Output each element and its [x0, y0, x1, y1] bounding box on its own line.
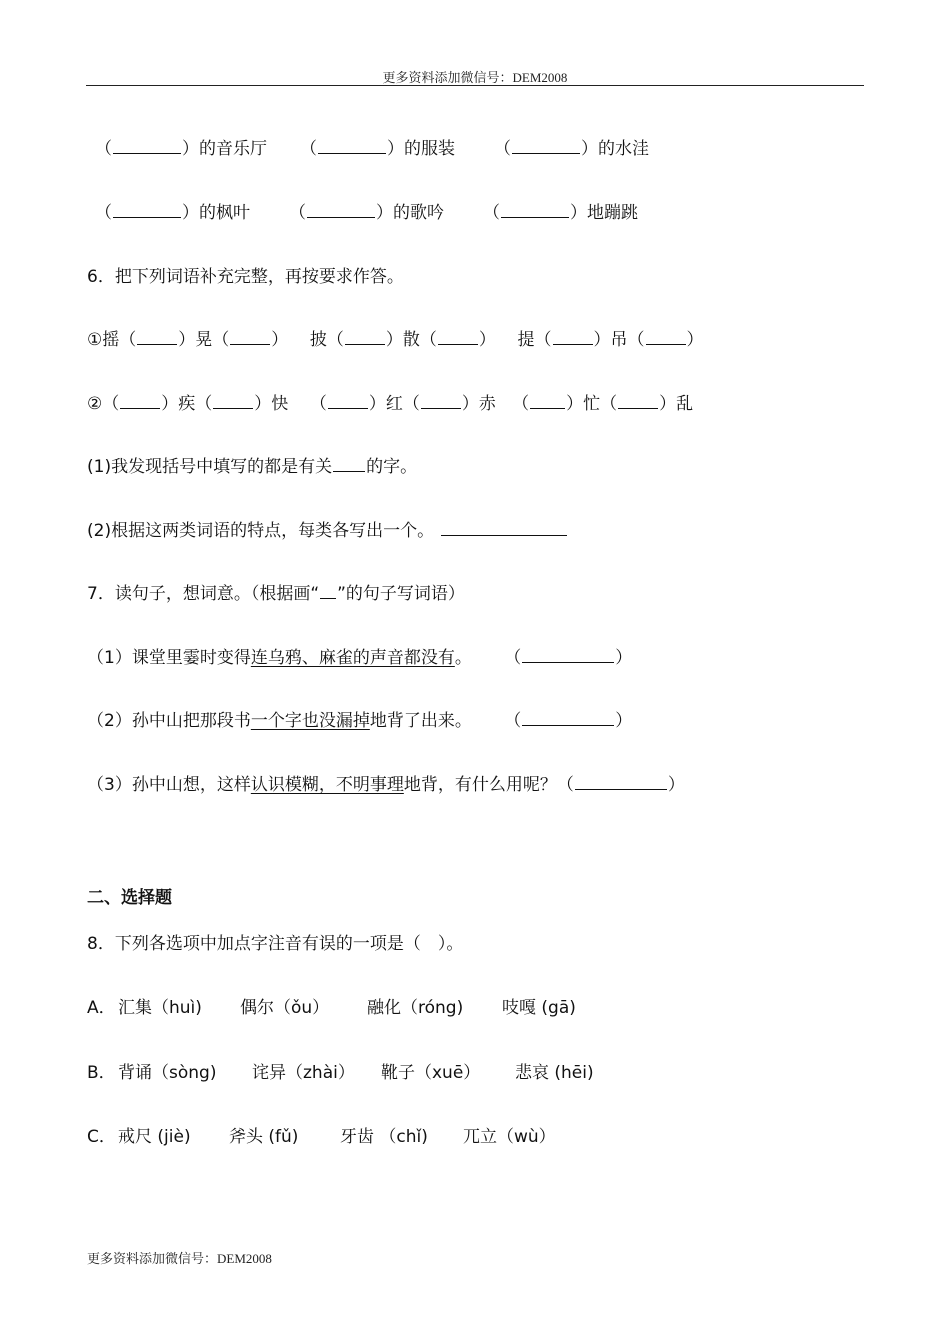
option-word: 牙齿 （chǐ): [340, 1127, 428, 1147]
fill-item: （ ）的枫叶: [95, 203, 250, 223]
option-label[interactable]: C．: [87, 1127, 116, 1147]
word-char: 晃: [195, 330, 213, 350]
underlined-phrase: 一个字也没漏掉: [250, 711, 370, 731]
answer-blank[interactable]: [328, 392, 368, 409]
fill-item: （ ）的水洼: [494, 139, 649, 159]
answer-blank[interactable]: [137, 328, 177, 345]
word-char: 提: [517, 330, 535, 350]
word-char: 快: [271, 394, 289, 414]
word-char: 散: [402, 330, 420, 350]
option-word: 背诵（sòng): [118, 1063, 217, 1083]
fill-suffix: 的水洼: [598, 139, 649, 159]
sentence-text: 。: [454, 648, 472, 668]
sub-question-text: 的字。: [366, 457, 418, 477]
answer-blank[interactable]: [512, 137, 580, 154]
option-word: 戒尺 (jiè): [118, 1127, 191, 1147]
option-word: 斧头 (fǔ): [229, 1127, 299, 1147]
page-footer: 更多资料添加微信号：DEM2008: [87, 1251, 272, 1266]
q7-sentence-1: （1）课堂里霎时变得连乌鸦、麻雀的声音都没有。 （ ）: [87, 648, 633, 668]
sentence-text: （1）课堂里霎时变得: [87, 648, 251, 668]
sentence-text: （2）孙中山把那段书: [87, 711, 251, 731]
underlined-phrase: 认识模糊，不明事理: [250, 775, 404, 795]
fill-suffix: 的音乐厅: [199, 139, 267, 159]
answer-blank[interactable]: [333, 455, 365, 472]
q6-row-1: ①摇（ ）晃（ ） 披（ ）散（ ） 提（ ）吊（ ）: [87, 330, 704, 350]
fill-row-1: [95, 137, 649, 161]
option-label[interactable]: A．: [87, 998, 116, 1018]
answer-blank[interactable]: [113, 201, 181, 218]
q7-title-text: 7．读句子，想词意。（根据画“: [87, 584, 320, 604]
answer-blank[interactable]: [522, 709, 614, 726]
answer-blank[interactable]: [120, 392, 160, 409]
answer-blank[interactable]: [441, 519, 567, 536]
word-char: 披: [309, 330, 327, 350]
q8-option-b: [87, 1061, 594, 1085]
option-word: 吱嘎 (gā): [502, 998, 576, 1018]
word-char: 忙: [583, 394, 601, 414]
q7-title-text: ”的句子写词语）: [337, 584, 465, 604]
fill-suffix: 的服装: [404, 139, 455, 159]
fill-suffix: 的歌吟: [393, 203, 444, 223]
fill-item: （ ）地蹦跳: [483, 203, 638, 223]
option-word: 诧异（zhài）: [252, 1063, 355, 1083]
answer-blank[interactable]: [618, 392, 658, 409]
q7-title: [87, 582, 465, 606]
option-word: 悲哀 (hēi): [515, 1063, 594, 1083]
page-header: 更多资料添加微信号：DEM2008: [382, 70, 568, 85]
q6-title: 6．把下列词语补充完整，再按要求作答。: [87, 267, 404, 287]
circled-number: ②: [87, 394, 103, 414]
q8-option-c: [87, 1125, 556, 1149]
answer-blank[interactable]: [522, 646, 614, 663]
circled-number: ①: [87, 330, 103, 350]
answer-blank[interactable]: [553, 328, 593, 345]
sentence-text: （3）孙中山想，这样: [87, 775, 251, 795]
sentence-text: 地背了出来。: [369, 711, 472, 731]
q6-row-2: ②（ ）疾（ ）快 （ ）红（ ）赤 （ ）忙（ ）乱: [87, 394, 694, 414]
option-word: 偶尔（ǒu）: [240, 998, 330, 1018]
underline-mark: [320, 582, 336, 599]
underlined-phrase: 连乌鸦、麻雀的声音都没有: [250, 648, 455, 668]
option-label[interactable]: B．: [87, 1063, 116, 1083]
header-divider: [86, 85, 864, 86]
fill-item: （ ）的服装: [300, 139, 455, 159]
word-char: 赤: [478, 394, 496, 414]
fill-item: （ ）的音乐厅: [95, 139, 267, 159]
answer-blank[interactable]: [113, 137, 181, 154]
q8-option-a: [87, 996, 576, 1020]
word-char: 红: [385, 394, 403, 414]
word-char: 疾: [178, 394, 196, 414]
sentence-text: 地背，有什么用呢？: [403, 775, 557, 795]
word-char: 摇: [102, 330, 120, 350]
section-title: 二、选择题: [87, 888, 172, 908]
answer-blank[interactable]: [230, 328, 270, 345]
answer-blank[interactable]: [307, 201, 375, 218]
option-word: 兀立（wù）: [463, 1127, 556, 1147]
answer-blank[interactable]: [213, 392, 253, 409]
q7-sentence-3: （3）孙中山想，这样认识模糊，不明事理地背，有什么用呢？（ ）: [87, 775, 685, 795]
answer-blank[interactable]: [345, 328, 385, 345]
answer-blank[interactable]: [530, 392, 565, 409]
fill-suffix: 的枫叶: [199, 203, 250, 223]
option-word: 汇集（huì): [118, 998, 202, 1018]
answer-blank[interactable]: [318, 137, 386, 154]
q7-sentence-2: （2）孙中山把那段书一个字也没漏掉地背了出来。 （ ）: [87, 711, 633, 731]
answer-blank[interactable]: [421, 392, 461, 409]
answer-blank[interactable]: [438, 328, 478, 345]
answer-blank[interactable]: [501, 201, 569, 218]
word-char: 吊: [610, 330, 628, 350]
fill-item: （ ）的歌吟: [289, 203, 444, 223]
q6-sub-2: [87, 519, 568, 543]
q8-title: 8．下列各选项中加点字注音有误的一项是（ ）。: [87, 934, 464, 954]
option-word: 靴子（xuē）: [381, 1063, 481, 1083]
sub-question-text: (2)根据这两类词语的特点，每类各写出一个。: [87, 521, 435, 541]
answer-blank[interactable]: [575, 773, 667, 790]
word-char: 乱: [676, 394, 694, 414]
fill-suffix: 地蹦跳: [587, 203, 638, 223]
fill-row-2: [95, 201, 638, 225]
q6-sub-1: [87, 455, 417, 479]
sub-question-text: (1)我发现括号中填写的都是有关: [87, 457, 333, 477]
option-word: 融化（róng): [367, 998, 464, 1018]
answer-blank[interactable]: [646, 328, 686, 345]
